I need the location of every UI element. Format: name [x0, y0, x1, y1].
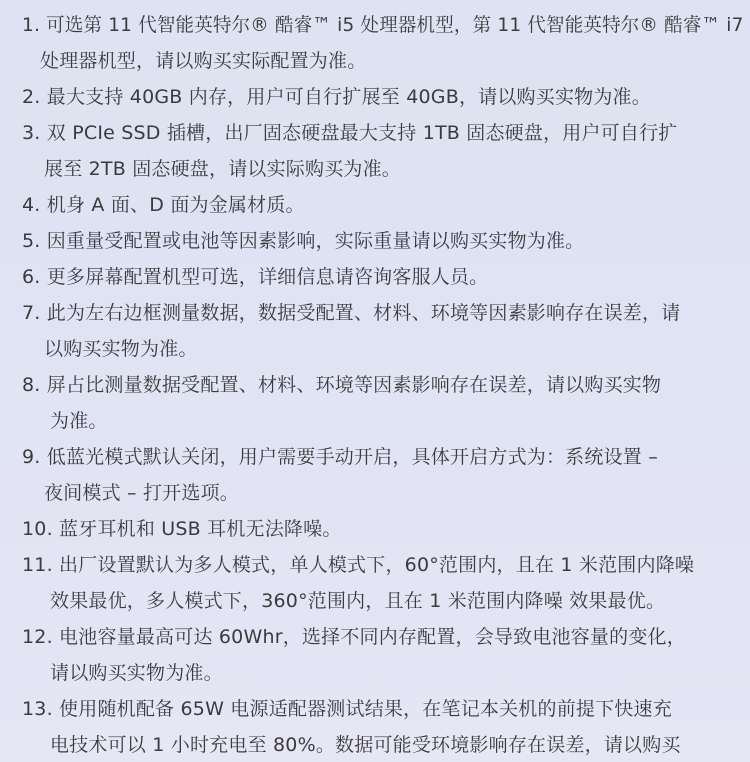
- footnote-line: 电技术可以 1 小时充电至 80%。数据可能受环境影响存在误差，请以购买: [50, 734, 681, 756]
- footnote-line: 9. 低蓝光模式默认关闭，用户需要手动开启，具体开启方式为：系统设置 –: [22, 446, 658, 468]
- footnote-line: 3. 双 PCIe SSD 插槽，出厂固态硬盘最大支持 1TB 固态硬盘，用户可自行扩: [22, 122, 678, 144]
- footnote-line: 2. 最大支持 40GB 内存，用户可自行扩展至 40GB，请以购买实物为准。: [22, 86, 651, 108]
- footnote-line: 11. 出厂设置默认为多人模式，单人模式下，60°范围内，且在 1 米范围内降噪: [22, 554, 695, 576]
- footnote-line: 为准。: [50, 410, 108, 432]
- footnote-line: 10. 蓝牙耳机和 USB 耳机无法降噪。: [22, 518, 342, 540]
- footnote-line: 6. 更多屏幕配置机型可选，详细信息请咨询客服人员。: [22, 266, 489, 288]
- footnote-line: 处理器机型，请以购买实际配置为准。: [40, 50, 367, 72]
- footnote-line: 夜间模式 – 打开选项。: [44, 482, 239, 504]
- footnote-line: 5. 因重量受配置或电池等因素影响，实际重量请以购买实物为准。: [22, 230, 585, 252]
- footnote-line: 8. 屏占比测量数据受配置、材料、环境等因素影响存在误差，请以购买实物: [22, 374, 662, 396]
- footnote-line: 效果最优，多人模式下，360°范围内，且在 1 米范围内降噪 效果最优。: [50, 590, 666, 612]
- footnote-line: 以购买实物为准。: [44, 338, 198, 360]
- footnote-line: 4. 机身 A 面、D 面为金属材质。: [22, 194, 305, 216]
- footnote-line: 展至 2TB 固态硬盘，请以实际购买为准。: [44, 158, 402, 180]
- footnote-line: 请以购买实物为准。: [50, 662, 223, 684]
- footnote-line: 7. 此为左右边框测量数据，数据受配置、材料、环境等因素影响存在误差，请: [22, 302, 681, 324]
- footnote-line: 12. 电池容量最高可达 60Whr，选择不同内存配置，会导致电池容量的变化，: [22, 626, 686, 648]
- footnote-line: 1. 可选第 11 代智能英特尔® 酷睿™ i5 处理器机型，第 11 代智能英特尔® 酷睿™ i7: [22, 14, 744, 36]
- footnote-line: 13. 使用随机配备 65W 电源适配器测试结果，在笔记本关机的前提下快速充: [22, 698, 672, 720]
